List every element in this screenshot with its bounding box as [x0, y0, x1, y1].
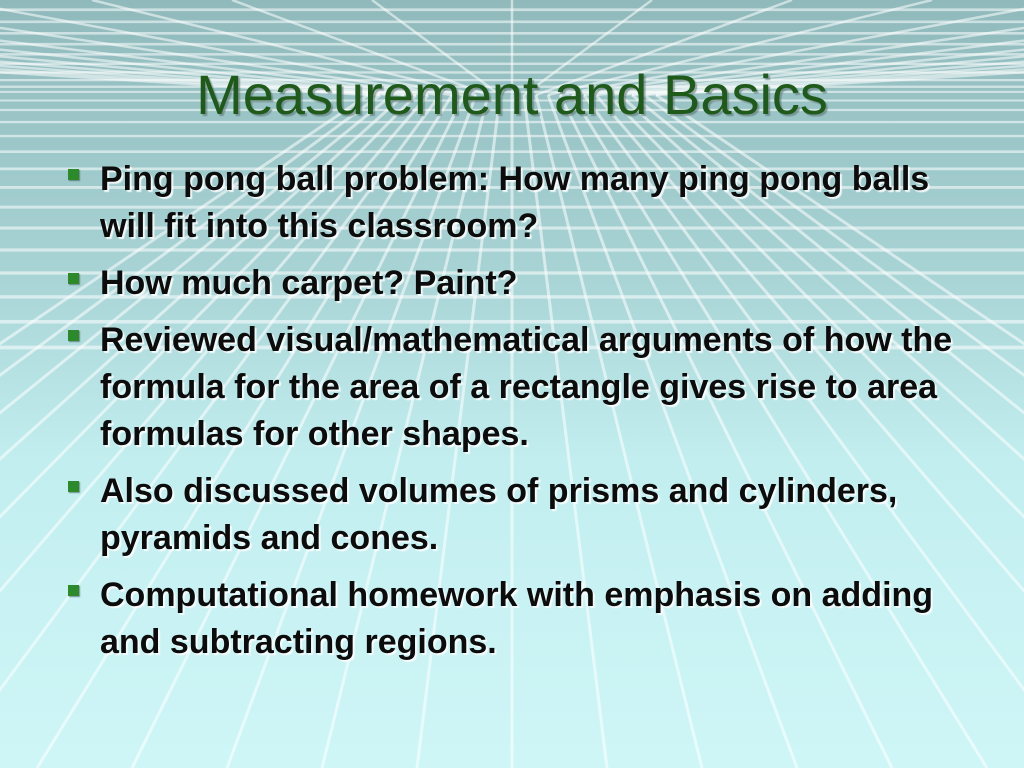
bullet-text: Ping pong ball problem: How many ping pong balls will fit into this classroom?	[100, 160, 930, 245]
bullet-item	[62, 317, 962, 458]
bullet-text: Also discussed volumes of prisms and cylinders, pyramids and cones.	[100, 472, 898, 557]
square-bullet-icon	[68, 273, 79, 284]
bullet-item	[62, 572, 962, 666]
bullet-text: Computational homework with emphasis on adding and subtracting regions.	[100, 576, 934, 661]
bullet-list	[62, 156, 962, 676]
square-bullet-icon	[68, 481, 79, 492]
bullet-text: How much carpet? Paint?	[100, 264, 518, 302]
square-bullet-icon	[68, 585, 79, 596]
bullet-item	[62, 260, 962, 307]
bullet-item	[62, 468, 962, 562]
slide-title: Measurement and Basics	[196, 63, 828, 126]
bullet-item	[62, 156, 962, 250]
square-bullet-icon	[68, 169, 79, 180]
square-bullet-icon	[68, 330, 79, 341]
bullet-text: Reviewed visual/mathematical arguments of how the formula for the area of a rectangle gives rise to area formulas for other shapes.	[100, 321, 953, 453]
